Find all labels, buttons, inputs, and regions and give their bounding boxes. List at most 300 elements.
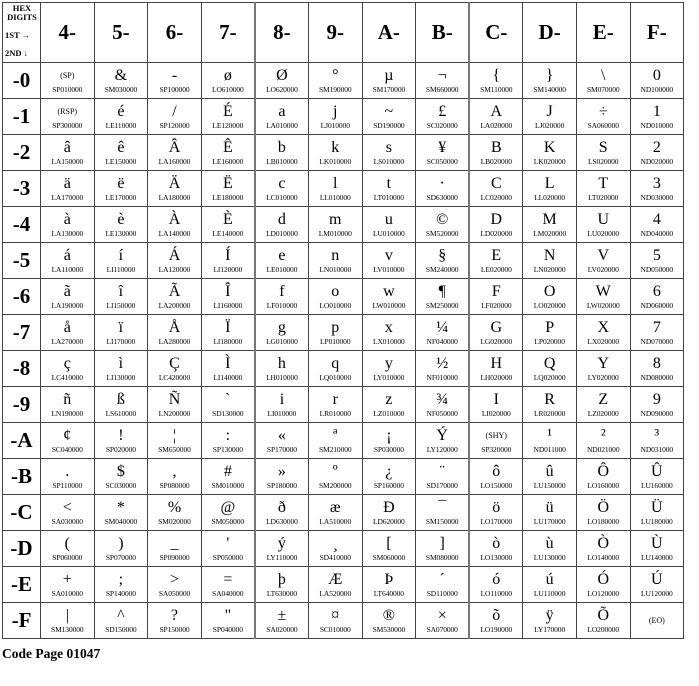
char-cell: [576, 243, 630, 279]
glyph-id: SM520000: [425, 228, 459, 238]
char-glyph: Â: [168, 138, 181, 156]
glyph-id: LU120000: [640, 588, 673, 598]
column-header: C-: [469, 3, 523, 63]
char-cell: [630, 63, 684, 99]
char-cell: [148, 171, 202, 207]
row-header: -7: [3, 315, 41, 351]
char-glyph: æ: [329, 498, 341, 516]
char-glyph: l: [333, 174, 338, 192]
glyph-id: LN200000: [158, 408, 191, 418]
char-glyph: (SP): [60, 70, 75, 80]
glyph-id: ND010000: [640, 120, 674, 130]
glyph-id: SA030000: [51, 516, 83, 526]
char-cell: [523, 459, 577, 495]
char-glyph: ´: [439, 570, 445, 588]
glyph-id: LY170000: [534, 624, 566, 634]
glyph-id: SP160000: [373, 480, 404, 490]
char-cell: [255, 99, 309, 135]
table-row: [3, 171, 684, 207]
char-cell: [255, 243, 309, 279]
header-row: [3, 3, 684, 63]
char-cell: [576, 567, 630, 603]
hex-digits-corner: [3, 3, 41, 63]
char-cell: [94, 171, 148, 207]
glyph-id: LY020000: [587, 372, 619, 382]
char-cell: [523, 387, 577, 423]
char-cell: [308, 603, 362, 639]
glyph-id: SP060000: [52, 552, 83, 562]
glyph-id: LE130000: [105, 228, 137, 238]
char-glyph: Î: [225, 282, 231, 300]
glyph-id: NF040000: [426, 336, 458, 346]
glyph-id: LW010000: [372, 300, 406, 310]
row-header: -9: [3, 387, 41, 423]
char-cell: [362, 207, 416, 243]
char-glyph: Ç: [169, 354, 180, 372]
char-cell: [576, 495, 630, 531]
char-glyph: e: [278, 246, 286, 264]
glyph-id: ND050000: [640, 264, 674, 274]
char-glyph: Ý: [436, 426, 448, 444]
glyph-id: LU130000: [533, 552, 566, 562]
char-glyph: Ë: [222, 174, 233, 192]
glyph-id: LI120000: [213, 264, 243, 274]
char-cell: [576, 603, 630, 639]
char-glyph: Ã: [168, 282, 181, 300]
char-glyph: ß: [116, 390, 125, 408]
glyph-id: LA140000: [158, 228, 191, 238]
glyph-id: SM190000: [318, 84, 352, 94]
char-glyph: ¦: [172, 426, 177, 444]
char-cell: [416, 207, 470, 243]
glyph-id: SA020000: [266, 624, 298, 634]
glyph-id: LA150000: [51, 156, 84, 166]
glyph-id: LV010000: [373, 264, 405, 274]
row-header: -2: [3, 135, 41, 171]
glyph-id: SA010000: [51, 588, 83, 598]
glyph-id: LI010000: [267, 408, 297, 418]
glyph-id: LW020000: [586, 300, 620, 310]
glyph-id: SD130000: [212, 408, 244, 418]
char-glyph: ä: [63, 174, 71, 192]
char-cell: [41, 207, 95, 243]
char-cell: [469, 315, 523, 351]
char-cell: [469, 459, 523, 495]
char-cell: [630, 387, 684, 423]
glyph-id: LL010000: [319, 192, 351, 202]
char-cell: [416, 603, 470, 639]
glyph-id: LM010000: [318, 228, 352, 238]
glyph-id: LI170000: [106, 336, 136, 346]
char-glyph: ñ: [63, 390, 72, 408]
char-cell: [416, 279, 470, 315]
glyph-id: SP140000: [105, 588, 136, 598]
glyph-id: SP030000: [373, 444, 404, 454]
glyph-id: LH010000: [266, 372, 298, 382]
char-glyph: Å: [168, 318, 181, 336]
char-glyph: L: [544, 174, 555, 192]
char-glyph: Æ: [328, 570, 343, 588]
column-header: A-: [362, 3, 416, 63]
glyph-id: SA050000: [158, 588, 191, 598]
char-glyph: G: [490, 318, 503, 336]
row-header: -D: [3, 531, 41, 567]
char-glyph: 4: [652, 210, 661, 228]
char-glyph: Û: [651, 462, 663, 480]
column-header: 5-: [94, 3, 148, 63]
char-cell: [630, 99, 684, 135]
char-cell: [416, 531, 470, 567]
char-cell: [308, 423, 362, 459]
char-glyph: -: [171, 66, 178, 84]
char-cell: [94, 279, 148, 315]
char-glyph: b: [277, 138, 286, 156]
char-cell: [469, 207, 523, 243]
glyph-id: SM070000: [586, 84, 620, 94]
char-glyph: ì: [118, 354, 124, 372]
char-glyph: ¡: [386, 426, 392, 444]
row-header: -F: [3, 603, 41, 639]
char-glyph: ": [224, 606, 232, 624]
char-cell: [41, 531, 95, 567]
char-cell: [416, 567, 470, 603]
char-cell: [41, 459, 95, 495]
char-glyph: ~: [384, 102, 394, 120]
char-cell: [255, 135, 309, 171]
glyph-id: LI130000: [106, 372, 136, 382]
glyph-id: SP070000: [105, 552, 136, 562]
char-cell: [523, 243, 577, 279]
row-header: -C: [3, 495, 41, 531]
char-cell: [201, 99, 255, 135]
char-glyph: ¥: [438, 138, 447, 156]
char-glyph: W: [595, 282, 611, 300]
char-cell: [41, 63, 95, 99]
glyph-id: LF020000: [481, 300, 512, 310]
glyph-id: LF010000: [266, 300, 298, 310]
char-cell: [201, 171, 255, 207]
char-glyph: ½: [436, 354, 449, 372]
char-glyph: Þ: [384, 570, 394, 588]
glyph-id: ND100000: [640, 84, 674, 94]
glyph-id: LA110000: [51, 264, 83, 274]
char-glyph: ï: [118, 318, 124, 336]
char-cell: [94, 63, 148, 99]
glyph-id: LE110000: [105, 120, 137, 130]
glyph-id: SA040000: [212, 588, 244, 598]
glyph-id: LD620000: [373, 516, 405, 526]
char-cell: [201, 459, 255, 495]
char-glyph: à: [63, 210, 71, 228]
glyph-id: LO120000: [587, 588, 620, 598]
char-glyph: õ: [492, 606, 501, 624]
char-cell: [523, 207, 577, 243]
char-cell: [148, 63, 202, 99]
char-glyph: (RSP): [57, 106, 78, 116]
char-cell: [469, 243, 523, 279]
glyph-id: LC410000: [51, 372, 83, 382]
glyph-id: LA130000: [51, 228, 84, 238]
char-cell: [469, 171, 523, 207]
char-cell: [523, 423, 577, 459]
char-glyph: ã: [63, 282, 71, 300]
glyph-id: SM170000: [372, 84, 406, 94]
char-cell: [630, 495, 684, 531]
char-glyph: ;: [118, 570, 124, 588]
char-cell: [523, 135, 577, 171]
char-cell: [362, 279, 416, 315]
char-glyph: 7: [652, 318, 661, 336]
char-cell: [416, 315, 470, 351]
char-cell: [41, 387, 95, 423]
char-glyph: a: [278, 102, 286, 120]
char-cell: [41, 135, 95, 171]
row-header: -3: [3, 171, 41, 207]
char-glyph: ó: [492, 570, 501, 588]
char-cell: [148, 135, 202, 171]
char-cell: [416, 423, 470, 459]
char-cell: [630, 315, 684, 351]
glyph-id: LC020000: [480, 192, 512, 202]
char-glyph: Ä: [168, 174, 181, 192]
glyph-id: SM060000: [372, 552, 406, 562]
glyph-id: LZ010000: [373, 408, 405, 418]
char-cell: [255, 567, 309, 603]
table-row: [3, 207, 684, 243]
char-glyph: ®: [382, 606, 395, 624]
glyph-id: LA120000: [158, 264, 191, 274]
glyph-id: LG010000: [266, 336, 298, 346]
glyph-id: LU110000: [533, 588, 566, 598]
char-glyph: ¿: [385, 462, 393, 480]
glyph-id: LK010000: [319, 156, 352, 166]
char-glyph: C: [490, 174, 502, 192]
char-glyph: c: [278, 174, 286, 192]
char-cell: [41, 279, 95, 315]
glyph-id: SP150000: [159, 624, 190, 634]
char-glyph: Ð: [383, 498, 395, 516]
char-glyph: h: [277, 354, 286, 372]
char-cell: [148, 387, 202, 423]
char-cell: [630, 459, 684, 495]
char-glyph: Õ: [597, 606, 610, 624]
glyph-id: ND021000: [586, 444, 620, 454]
char-cell: [201, 495, 255, 531]
char-glyph: ·: [439, 174, 445, 192]
char-cell: [576, 99, 630, 135]
glyph-id: LM020000: [533, 228, 567, 238]
char-cell: [201, 603, 255, 639]
glyph-id: LU170000: [533, 516, 566, 526]
char-cell: [630, 351, 684, 387]
glyph-id: SD630000: [426, 192, 458, 202]
glyph-id: SM660000: [425, 84, 459, 94]
char-glyph: ?: [170, 606, 179, 624]
glyph-id: LI180000: [213, 336, 243, 346]
char-cell: [576, 135, 630, 171]
char-glyph: y: [384, 354, 393, 372]
char-cell: [201, 63, 255, 99]
char-cell: [416, 495, 470, 531]
char-cell: [255, 387, 309, 423]
glyph-id: LO610000: [211, 84, 244, 94]
column-header: 4-: [41, 3, 95, 63]
char-cell: [308, 171, 362, 207]
char-cell: [148, 351, 202, 387]
glyph-id: SA070000: [426, 624, 458, 634]
char-glyph: p: [331, 318, 340, 336]
char-cell: [148, 243, 202, 279]
char-glyph: Ì: [225, 354, 231, 372]
char-glyph: ,: [172, 462, 177, 480]
glyph-id: LU150000: [533, 480, 566, 490]
char-cell: [416, 243, 470, 279]
char-glyph: F: [491, 282, 501, 300]
char-glyph: j: [333, 102, 338, 120]
char-glyph: £: [438, 102, 447, 120]
char-glyph: N: [543, 246, 556, 264]
glyph-id: SC050000: [426, 156, 458, 166]
glyph-id: SP110000: [52, 480, 83, 490]
glyph-id: LQ020000: [533, 372, 566, 382]
char-glyph: ²: [600, 426, 606, 444]
table-row: [3, 99, 684, 135]
char-cell: [41, 315, 95, 351]
table-row: [3, 63, 684, 99]
char-glyph: á: [63, 246, 71, 264]
char-cell: [148, 423, 202, 459]
char-cell: [41, 243, 95, 279]
glyph-id: LU020000: [587, 228, 620, 238]
char-glyph: O: [543, 282, 556, 300]
char-glyph: ©: [436, 210, 449, 228]
glyph-id: LI160000: [213, 300, 243, 310]
char-cell: [308, 351, 362, 387]
glyph-id: SP130000: [212, 444, 243, 454]
char-glyph: Ú: [651, 570, 663, 588]
char-glyph: {: [492, 66, 501, 84]
char-glyph: É: [222, 102, 233, 120]
char-glyph: î: [118, 282, 124, 300]
char-glyph: U: [597, 210, 610, 228]
char-cell: [94, 387, 148, 423]
char-cell: [362, 531, 416, 567]
glyph-id: LO160000: [587, 480, 620, 490]
code-page-table: [2, 2, 684, 639]
char-cell: [255, 171, 309, 207]
char-glyph: ò: [492, 534, 501, 552]
glyph-id: ND011000: [533, 444, 566, 454]
char-cell: [94, 351, 148, 387]
char-glyph: f: [279, 282, 285, 300]
char-glyph: Á: [168, 246, 181, 264]
glyph-id: LR010000: [319, 408, 351, 418]
char-glyph: I: [493, 390, 499, 408]
char-glyph: ÷: [598, 102, 608, 120]
column-header: E-: [576, 3, 630, 63]
glyph-id: LN010000: [319, 264, 352, 274]
char-glyph: 0: [652, 66, 661, 84]
char-cell: [362, 315, 416, 351]
glyph-id: LA280000: [158, 336, 191, 346]
char-glyph: ¯: [438, 498, 447, 516]
char-cell: [630, 243, 684, 279]
char-glyph: 6: [652, 282, 661, 300]
char-cell: [362, 459, 416, 495]
glyph-id: LE010000: [266, 264, 298, 274]
row-header: -1: [3, 99, 41, 135]
char-glyph: !: [118, 426, 124, 444]
second-digit-label: 2ND ↓: [5, 48, 28, 58]
glyph-id: LN190000: [51, 408, 84, 418]
char-glyph: }: [545, 66, 554, 84]
glyph-id: SM150000: [425, 516, 459, 526]
char-cell: [469, 603, 523, 639]
row-header: -E: [3, 567, 41, 603]
glyph-id: LE020000: [480, 264, 512, 274]
glyph-id: LA020000: [480, 120, 513, 130]
glyph-id: ND020000: [640, 156, 674, 166]
char-glyph: H: [490, 354, 503, 372]
char-cell: [469, 423, 523, 459]
char-cell: [576, 531, 630, 567]
char-cell: [255, 603, 309, 639]
char-glyph: ): [118, 534, 124, 552]
char-cell: [148, 315, 202, 351]
char-glyph: ³: [654, 426, 660, 444]
row-header: -4: [3, 207, 41, 243]
glyph-id: SM140000: [533, 84, 566, 94]
char-glyph: P: [545, 318, 555, 336]
char-glyph: ¸: [332, 534, 338, 552]
char-cell: [416, 351, 470, 387]
char-glyph: ø: [223, 66, 232, 84]
char-cell: [41, 423, 95, 459]
glyph-id: LE170000: [105, 192, 137, 202]
char-glyph: Z: [598, 390, 609, 408]
glyph-id: LI020000: [481, 408, 511, 418]
char-cell: [416, 171, 470, 207]
char-cell: [362, 567, 416, 603]
char-cell: [630, 207, 684, 243]
column-header: B-: [416, 3, 470, 63]
glyph-id: SD150000: [105, 624, 137, 634]
glyph-id: SC030000: [105, 480, 137, 490]
char-glyph: 8: [652, 354, 661, 372]
glyph-id: LQ010000: [319, 372, 352, 382]
char-glyph: Í: [225, 246, 231, 264]
glyph-id: LA190000: [51, 300, 84, 310]
char-cell: [362, 135, 416, 171]
char-cell: [362, 603, 416, 639]
char-cell: [416, 99, 470, 135]
glyph-id: LE150000: [105, 156, 137, 166]
char-cell: [523, 279, 577, 315]
glyph-id: SM210000: [318, 444, 352, 454]
char-cell: [148, 603, 202, 639]
char-cell: [576, 279, 630, 315]
char-glyph: å: [63, 318, 71, 336]
row-header: -B: [3, 459, 41, 495]
glyph-id: ND030000: [640, 192, 674, 202]
char-cell: [41, 171, 95, 207]
glyph-id: LY010000: [373, 372, 405, 382]
char-cell: [308, 279, 362, 315]
glyph-id: SD410000: [319, 552, 351, 562]
char-glyph: d: [277, 210, 286, 228]
char-glyph: ÿ: [545, 606, 554, 624]
char-cell: [523, 63, 577, 99]
